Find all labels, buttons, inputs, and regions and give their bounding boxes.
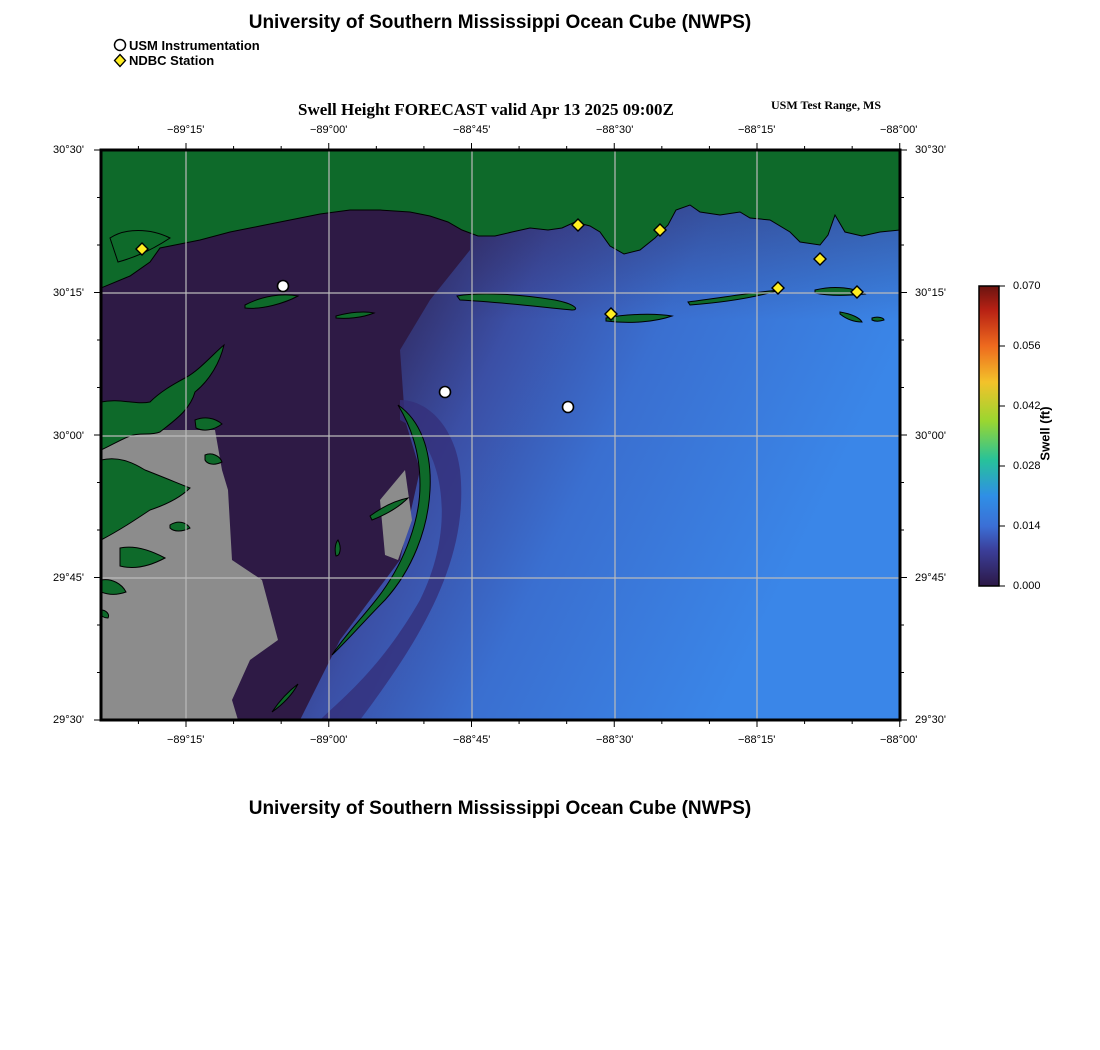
lat-label-left: 30°30' <box>53 144 84 156</box>
lat-label-right: 29°45' <box>915 572 946 584</box>
lon-label-bottom: −89°00' <box>310 734 348 746</box>
lat-label-left: 29°30' <box>53 714 84 726</box>
map-title: Swell Height FORECAST valid Apr 13 2025 09:00Z <box>298 100 674 119</box>
lat-label-right: 30°30' <box>915 144 946 156</box>
colorbar-label: 0.056 <box>1013 340 1041 352</box>
lat-label-left: 30°00' <box>53 430 84 442</box>
page-title: University of Southern Mississippi Ocean Cube (NWPS) <box>248 12 752 33</box>
colorbar-title: Swell (ft) <box>1037 406 1053 461</box>
usm-marker <box>440 387 451 398</box>
lon-label-top: −89°15' <box>167 124 205 136</box>
usm-marker <box>278 281 289 292</box>
page-title-bottom: University of Southern Mississippi Ocean Cube (NWPS) <box>248 798 752 819</box>
lat-label-left: 29°45' <box>53 572 84 584</box>
lon-label-bottom: −88°45' <box>453 734 491 746</box>
lon-label-top: −88°15' <box>738 124 776 136</box>
lat-label-right: 30°00' <box>915 430 946 442</box>
colorbar-label: 0.042 <box>1013 400 1041 412</box>
lon-label-top: −88°00' <box>880 124 918 136</box>
colorbar <box>975 280 1015 592</box>
colorbar-label: 0.028 <box>1013 460 1041 472</box>
lon-label-top: −88°30' <box>596 124 634 136</box>
lat-label-right: 30°15' <box>915 287 946 299</box>
legend-label-usm: USM Instrumentation <box>129 38 260 53</box>
legend-label-ndbc: NDBC Station <box>129 53 215 68</box>
lon-label-top: −89°00' <box>310 124 348 136</box>
usm-marker <box>563 402 574 413</box>
map-subtitle: USM Test Range, MS <box>771 98 882 112</box>
colorbar-label: 0.000 <box>1013 580 1041 592</box>
lon-label-bottom: −88°15' <box>738 734 776 746</box>
lon-label-bottom: −89°15' <box>167 734 205 746</box>
colorbar-label: 0.014 <box>1013 520 1041 532</box>
lat-label-right: 29°30' <box>915 714 946 726</box>
lon-label-top: −88°45' <box>453 124 491 136</box>
lat-label-left: 30°15' <box>53 287 84 299</box>
colorbar-label: 0.070 <box>1013 280 1041 292</box>
colorbar-ramp <box>979 286 999 586</box>
lon-label-bottom: −88°30' <box>596 734 634 746</box>
lon-label-bottom: −88°00' <box>880 734 918 746</box>
